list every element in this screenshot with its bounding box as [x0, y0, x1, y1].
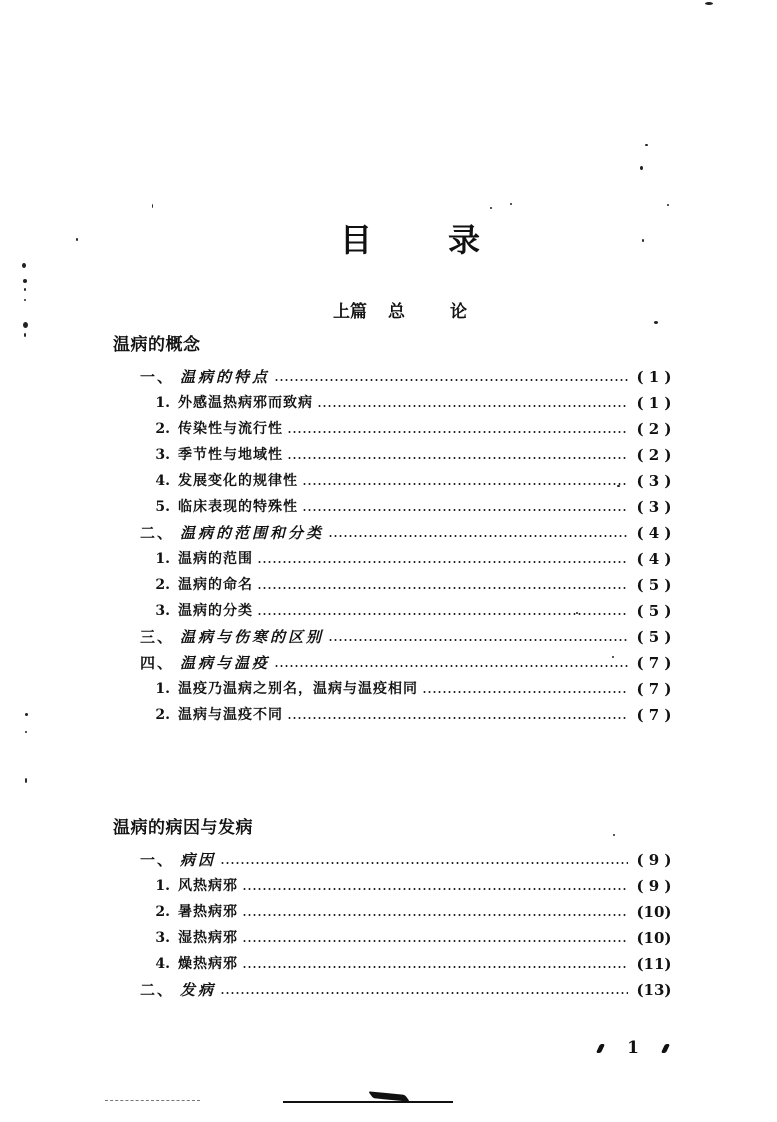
toc-entry-number: 2.: [155, 707, 170, 723]
dot-leader: [220, 848, 628, 872]
toc-subsection-entry: [148, 703, 678, 727]
toc-page-reference: ( 5 ): [636, 602, 672, 620]
toc-page-reference: (10): [636, 929, 672, 947]
toc-subsection-entry: [148, 573, 678, 597]
toc-entry-number: 5.: [155, 499, 170, 515]
toc-title-char: 录: [447, 221, 480, 259]
dot-leader: [274, 651, 628, 675]
toc-entry-number: 2.: [155, 421, 170, 437]
dot-leader: [274, 365, 628, 389]
toc-subsection-entry: [148, 443, 678, 467]
toc-entry-row: [0, 469, 777, 493]
toc-entry-title: 病因: [180, 851, 217, 869]
toc-entry-row: [0, 417, 777, 441]
toc-entry-row: [0, 495, 777, 519]
toc-subsection-entry: [148, 900, 678, 924]
toc-entry-title: 暑热病邪: [178, 904, 238, 920]
toc-page-reference: ( 4 ): [636, 524, 672, 542]
toc-group-heading: 温病的概念: [113, 335, 201, 355]
toc-entry-title: 温疫乃温病之别名，温病与温疫相同: [178, 681, 418, 697]
toc-section-entry: [140, 365, 678, 389]
toc-entry-title: 温病的命名: [178, 577, 253, 593]
toc-section-entry: [140, 625, 678, 649]
dot-leader: [287, 417, 628, 441]
part-heading: [333, 300, 483, 324]
toc-entry-row: [0, 443, 777, 467]
dot-leader: [328, 521, 628, 545]
toc-entry-title: 燥热病邪: [178, 956, 238, 972]
dot-leader: [257, 547, 628, 571]
toc-page-reference: ( 7 ): [636, 706, 672, 724]
toc-entry-row: [0, 651, 777, 675]
part-heading-word: 总: [388, 302, 405, 322]
toc-subsection-entry: [148, 495, 678, 519]
toc-entry-row: [0, 874, 777, 898]
dot-leader: [257, 599, 628, 623]
toc-entry-row: [0, 703, 777, 727]
toc-subsection-entry: [148, 391, 678, 415]
toc-group-heading: 温病的病因与发病: [113, 818, 253, 838]
toc-page-reference: ( 2 ): [636, 420, 672, 438]
toc-entry-number: 二、: [140, 524, 175, 542]
toc-entry-row: [0, 978, 777, 1002]
toc-entry-number: 四、: [140, 654, 175, 672]
part-heading-label: 上篇: [333, 302, 367, 322]
toc-entry-row: [0, 952, 777, 976]
toc-entry-title: 发病: [180, 981, 217, 999]
toc-entry-number: 2.: [155, 577, 170, 593]
toc-entry-number: 一、: [140, 851, 175, 869]
toc-entry-number: 一、: [140, 368, 175, 386]
toc-section-entry: [140, 978, 678, 1002]
toc-subsection-entry: [148, 469, 678, 493]
toc-page-reference: (10): [636, 903, 672, 921]
toc-entry-title: 湿热病邪: [178, 930, 238, 946]
toc-page-reference: ( 1 ): [636, 368, 672, 386]
toc-entry-title: 外感温热病邪而致病: [178, 395, 313, 411]
toc-page-reference: ( 1 ): [636, 394, 672, 412]
toc-entry-number: 三、: [140, 628, 175, 646]
dot-leader: [242, 926, 628, 950]
toc-entry-number: 1.: [155, 551, 170, 567]
toc-subsection-entry: [148, 547, 678, 571]
toc-page-reference: ( 5 ): [636, 576, 672, 594]
toc-page-reference: ( 7 ): [636, 680, 672, 698]
part-heading-word: 论: [450, 302, 467, 322]
toc-section-entry: [140, 848, 678, 872]
scan-line: [283, 1101, 453, 1103]
toc-entry-number: 1.: [155, 681, 170, 697]
toc-entry-title: 温病的范围和分类: [180, 524, 325, 542]
toc-subsection-entry: [148, 874, 678, 898]
toc-page-reference: ( 9 ): [636, 851, 672, 869]
toc-entry-number: 4.: [155, 473, 170, 489]
toc-entry-row: [0, 573, 777, 597]
toc-subsection-entry: [148, 417, 678, 441]
toc-entry-row: [0, 391, 777, 415]
toc-entry-title: 季节性与地域性: [178, 447, 283, 463]
toc-entry-number: 二、: [140, 981, 175, 999]
dot-leader: [328, 625, 628, 649]
toc-entry-row: [0, 521, 777, 545]
toc-page-reference: ( 3 ): [636, 498, 672, 516]
toc-subsection-entry: [148, 677, 678, 701]
toc-section-entry: [140, 651, 678, 675]
toc-entry-row: [0, 625, 777, 649]
toc-entry-number: 4.: [155, 956, 170, 972]
toc-page-reference: (13): [636, 981, 672, 999]
toc-entry-number: 2.: [155, 904, 170, 920]
toc-entry-title: 发展变化的规律性: [178, 473, 298, 489]
toc-entry-row: [0, 900, 777, 924]
dot-leader: [302, 495, 628, 519]
toc-entry-row: [0, 365, 777, 389]
toc-page-reference: ( 2 ): [636, 446, 672, 464]
dot-leader: [242, 952, 628, 976]
toc-entry-title: 温病的范围: [178, 551, 253, 567]
toc-section-entry: [140, 521, 678, 545]
dot-leader: [287, 703, 628, 727]
toc-page-reference: ( 9 ): [636, 877, 672, 895]
toc-page-reference: ( 4 ): [636, 550, 672, 568]
toc-entry-title: 温病与伤寒的区别: [180, 628, 325, 646]
toc-entry-number: 3.: [155, 603, 170, 619]
dot-leader: [242, 900, 628, 924]
toc-subsection-entry: [148, 952, 678, 976]
toc-entry-title: 温病与温疫不同: [178, 707, 283, 723]
toc-entry-title: 温病的分类: [178, 603, 253, 619]
toc-entry-title: 温病与温疫: [180, 654, 271, 672]
toc-entry-row: [0, 677, 777, 701]
scan-dash: [105, 1100, 200, 1102]
toc-entry-number: 3.: [155, 930, 170, 946]
toc-title: [340, 220, 480, 260]
toc-entry-title: 风热病邪: [178, 878, 238, 894]
toc-entry-number: 3.: [155, 447, 170, 463]
dot-leader: [242, 874, 628, 898]
toc-entry-title: 临床表现的特殊性: [178, 499, 298, 515]
toc-entry-row: [0, 926, 777, 950]
dot-leader: [422, 677, 628, 701]
dot-leader: [287, 443, 628, 467]
toc-subsection-entry: [148, 926, 678, 950]
toc-entry-title: 温病的特点: [180, 368, 271, 386]
toc-entry-row: [0, 848, 777, 872]
toc-title-char: 目: [340, 221, 373, 259]
page-number-value: 1: [627, 1038, 639, 1058]
page-mark-right: [661, 1044, 670, 1053]
toc-entry-number: 1.: [155, 395, 170, 411]
dot-leader: [220, 978, 628, 1002]
page-mark-left: [596, 1044, 605, 1053]
dot-leader: [257, 573, 628, 597]
page-number: [598, 1038, 668, 1058]
toc-page-reference: ( 3 ): [636, 472, 672, 490]
toc-page-reference: (11): [636, 955, 672, 973]
toc-entry-title: 传染性与流行性: [178, 421, 283, 437]
toc-page-reference: ( 5 ): [636, 628, 672, 646]
dot-leader: [302, 469, 628, 493]
toc-subsection-entry: [148, 599, 678, 623]
dot-leader: [317, 391, 628, 415]
toc-entry-row: [0, 547, 777, 571]
toc-entry-row: [0, 599, 777, 623]
toc-page-reference: ( 7 ): [636, 654, 672, 672]
toc-entry-number: 1.: [155, 878, 170, 894]
